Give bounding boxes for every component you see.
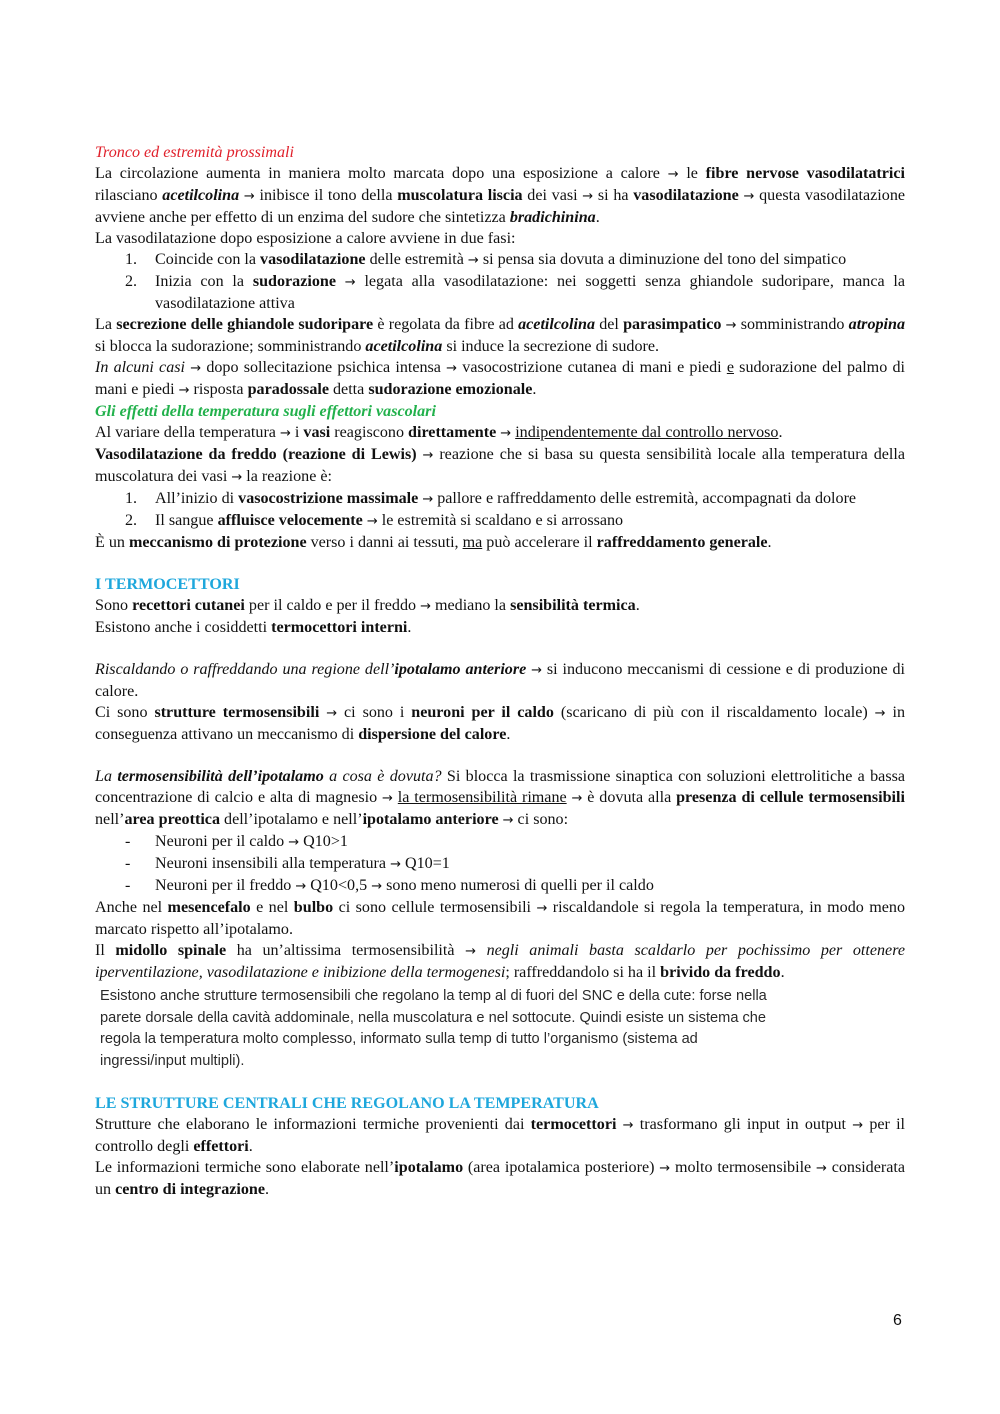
paragraph: Strutture che elaborano le informazioni termiche provenienti dai termocettori → trasformano gli input in output → per il controllo degli effettori. bbox=[95, 1116, 906, 1155]
note-line: ingressi/input multipli). bbox=[100, 1052, 245, 1069]
arrow-right-icon: → bbox=[446, 361, 458, 376]
list-number: 2. bbox=[125, 273, 138, 290]
text-run: bulbo bbox=[293, 899, 334, 916]
arrow-right-icon: → bbox=[279, 426, 291, 441]
list-item: 1. Coincide con la vasodilatazione delle estremità → si pensa sia dovuta a diminuzione del tono del simpatico bbox=[125, 251, 847, 268]
text-run: la termosensibilità rimane bbox=[397, 789, 567, 806]
document-page bbox=[95, 142, 905, 1200]
text-run: termocettori bbox=[530, 1116, 617, 1133]
arrow-right-icon: → bbox=[852, 1118, 864, 1133]
text-run: fibre nervose vasodilatatrici bbox=[705, 165, 905, 182]
text-run: brivido da freddo bbox=[660, 964, 781, 981]
list-number: 1. bbox=[125, 251, 138, 268]
paragraph: Il midollo spinale ha un’altissima termosensibilità → negli animali basta scaldarlo per pochissimo per ottenere iperventilazione, vasodilatazione e inibizione della termogenesi; raffreddandolo si ha il brivido da freddo. bbox=[95, 942, 906, 981]
pasted-note-block bbox=[95, 986, 840, 1072]
arrow-right-icon: → bbox=[467, 253, 479, 268]
arrow-right-icon: → bbox=[178, 383, 190, 398]
list-item: 2. Il sangue affluisce velocemente → le estremità si scaldano e si arrossano bbox=[125, 512, 624, 529]
text-run: acetilcolina bbox=[518, 316, 595, 333]
arrow-right-icon: → bbox=[582, 189, 594, 204]
paragraph: La circolazione aumenta in maniera molto marcata dopo una esposizione a calore → le fibre nervose vasodilatatrici rilasciano acetilcolina → inibisce il tono della muscolatura liscia dei vasi → si ha vasodilatazione → questa vasodilatazione avviene anche per effetto di un enzima del sudore che sintetizza bradichinina. bbox=[95, 165, 906, 226]
arrow-right-icon: → bbox=[420, 599, 431, 614]
text-run: centro di integrazione bbox=[115, 1181, 266, 1198]
note-line: parete dorsale della cavità addominale, nella muscolatura e nel sottocute. Quindi esiste un sistema che bbox=[100, 1009, 767, 1026]
arrow-right-icon: → bbox=[536, 901, 548, 916]
page-number: 6 bbox=[893, 1312, 902, 1329]
arrow-right-icon: → bbox=[326, 706, 338, 721]
note-line: regola la temperatura molto complesso, informato sulla temp di tutto l’organismo (sistema ad bbox=[100, 1031, 698, 1047]
list-item: 2. Inizia con la sudorazione → legata alla vasodilatazione: nei soggetti senza ghiandole sudoripare, manca la vasodilatazione attiva bbox=[125, 273, 905, 312]
text-run: strutture termosensibili bbox=[154, 704, 320, 721]
dash-bullet-icon: - bbox=[125, 833, 131, 850]
arrow-right-icon: → bbox=[422, 492, 434, 507]
paragraph: Le informazioni termiche sono elaborate nell’ipotalamo (area ipotalamica posteriore) → molto termosensibile → considerata un centro di integrazione. bbox=[95, 1159, 905, 1198]
section-heading-effetti: Gli effetti della temperatura sugli effettori vascolari bbox=[95, 403, 436, 420]
paragraph: La termosensibilità dell’ipotalamo a cosa è dovuta? Si blocca la trasmissione sinaptica con soluzioni elettrolitiche a bassa concentrazione di calcio e alta di magnesio → la termosensibilità rimane → è dovuta alla presenza di cellule termosensibili nell’area preottica dell’ipotalamo e nell’ipotalamo anteriore → ci sono: bbox=[95, 768, 905, 828]
arrow-right-icon: → bbox=[502, 813, 514, 828]
numbered-list bbox=[95, 249, 905, 314]
arrow-right-icon: → bbox=[874, 706, 886, 721]
text-run: ma bbox=[462, 534, 483, 551]
text-run: meccanismo di protezione bbox=[128, 534, 307, 551]
text-run: vasocostrizione massimale bbox=[238, 490, 419, 507]
arrow-right-icon: → bbox=[243, 189, 255, 204]
paragraph: La secrezione delle ghiandole sudoripare è regolata da fibre ad acetilcolina del parasimpatico → somministrando atropina si blocca la sudorazione; somministrando acetilcolina si induce la secrezione di sudore. bbox=[95, 316, 906, 355]
arrow-right-icon: → bbox=[366, 514, 378, 529]
text-run: presenza di cellule termosensibili bbox=[676, 789, 905, 806]
paragraph: Anche nel mesencefalo e nel bulbo ci sono cellule termosensibili → riscaldandole si regola la temperatura, in modo meno marcato rispetto all’ipotalamo. bbox=[95, 899, 906, 938]
arrow-right-icon: → bbox=[382, 791, 393, 806]
paragraph: La vasodilatazione dopo esposizione a calore avviene in due fasi: bbox=[95, 230, 516, 247]
paragraph: Esistono anche i cosiddetti termocettori interni. bbox=[95, 619, 412, 636]
text-run: a cosa è dovuta? bbox=[323, 768, 442, 785]
arrow-right-icon: → bbox=[667, 167, 679, 182]
arrow-right-icon: → bbox=[190, 361, 202, 376]
text-run: negli animali basta scaldarlo per pochissimo per ottenere iperventilazione, vasodilatazione e inibizione della termogenesi bbox=[95, 942, 906, 981]
text-run: atropina bbox=[848, 316, 906, 333]
list-item: - Neuroni insensibili alla temperatura → Q10=1 bbox=[125, 855, 450, 872]
arrow-right-icon: → bbox=[725, 318, 737, 333]
text-run: effettori bbox=[193, 1138, 249, 1155]
paragraph: Riscaldando o raffreddando una regione dell’ipotalamo anteriore → si inducono meccanismi di cessione e di produzione di calore. bbox=[95, 661, 905, 700]
text-run: ipotalamo anteriore bbox=[394, 661, 527, 678]
arrow-right-icon: → bbox=[500, 426, 512, 441]
dash-bullet-icon: - bbox=[125, 855, 131, 872]
text-run: parasimpatico bbox=[623, 316, 722, 333]
paragraph: Sono recettori cutanei per il caldo e per il freddo → mediano la sensibilità termica. bbox=[95, 597, 640, 614]
text-run: direttamente bbox=[408, 424, 497, 441]
arrow-right-icon: → bbox=[422, 448, 434, 463]
text-run: muscolatura liscia bbox=[397, 187, 523, 204]
text-run: ipotalamo anteriore bbox=[362, 811, 499, 828]
text-run: vasodilatazione bbox=[633, 187, 739, 204]
text-run: recettori cutanei bbox=[132, 597, 245, 614]
text-run: mesencefalo bbox=[167, 899, 251, 916]
text-run: raffreddamento generale bbox=[596, 534, 768, 551]
arrow-right-icon: → bbox=[571, 791, 583, 806]
list-number: 1. bbox=[125, 490, 138, 507]
numbered-list bbox=[95, 488, 905, 532]
paragraph: È un meccanismo di protezione verso i danni ai tessuti, ma può accelerare il raffreddamento generale. bbox=[95, 534, 772, 551]
arrow-right-icon: → bbox=[371, 879, 383, 894]
arrow-right-icon: → bbox=[659, 1161, 671, 1176]
arrow-right-icon: → bbox=[295, 879, 307, 894]
list-item: - Neuroni per il caldo → Q10>1 bbox=[125, 833, 348, 850]
arrow-right-icon: → bbox=[743, 189, 755, 204]
text-run: dispersione del calore bbox=[358, 726, 507, 743]
paragraph: Ci sono strutture termosensibili → ci sono i neuroni per il caldo (scaricano di più con il riscaldamento locale) → in conseguenza attivano un meccanismo di dispersione del calore. bbox=[95, 704, 905, 743]
note-line: Esistono anche strutture termosensibili che regolano la temp al di fuori del SNC e della cute: forse nella bbox=[100, 988, 767, 1004]
arrow-right-icon: → bbox=[531, 663, 543, 678]
text-run: sudorazione bbox=[252, 273, 336, 290]
arrow-right-icon: → bbox=[465, 944, 476, 959]
section-heading-termocettori: I TERMOCETTORI bbox=[95, 576, 240, 593]
text-run: midollo spinale bbox=[115, 942, 227, 959]
text-run: Vasodilatazione da freddo (reazione di Lewis) bbox=[95, 446, 417, 463]
arrow-right-icon: → bbox=[390, 857, 401, 872]
dash-list bbox=[95, 831, 905, 897]
arrow-right-icon: → bbox=[231, 470, 243, 485]
text-run: e bbox=[726, 359, 734, 376]
list-item: - Neuroni per il freddo → Q10<0,5 → sono meno numerosi di quelli per il caldo bbox=[125, 877, 654, 894]
text-run: sudorazione emozionale bbox=[368, 381, 533, 398]
paragraph: Vasodilatazione da freddo (reazione di Lewis) → reazione che si basa su questa sensibilità locale alla temperatura della muscolatura dei vasi → la reazione è: bbox=[95, 446, 905, 485]
arrow-right-icon: → bbox=[816, 1161, 827, 1176]
paragraph: Al variare della temperatura → i vasi reagiscono direttamente → indipendentemente dal controllo nervoso. bbox=[95, 424, 783, 441]
text-run: indipendentemente dal controllo nervoso bbox=[515, 424, 779, 441]
text-run: sensibilità termica bbox=[510, 597, 636, 614]
text-run: In alcuni casi bbox=[95, 359, 185, 376]
paragraph: In alcuni casi → dopo sollecitazione psichica intensa → vasocostrizione cutanea di mani e piedi e sudorazione del palmo di mani e piedi → risposta paradossale detta sudorazione emozionale. bbox=[95, 359, 905, 398]
arrow-right-icon: → bbox=[288, 835, 300, 850]
text-run: vasi bbox=[303, 424, 331, 441]
section-heading-strutture-centrali: LE STRUTTURE CENTRALI CHE REGOLANO LA TEMPERATURA bbox=[95, 1095, 599, 1112]
text-run: paradossale bbox=[247, 381, 329, 398]
arrow-right-icon: → bbox=[622, 1118, 634, 1133]
list-number: 2. bbox=[125, 512, 138, 529]
text-run: Riscaldando o raffreddando una regione dell’ bbox=[95, 661, 395, 678]
text-run: secrezione delle ghiandole sudoripare bbox=[116, 316, 374, 333]
text-run: acetilcolina bbox=[162, 187, 240, 204]
text-run: ipotalamo bbox=[394, 1159, 464, 1176]
list-item: 1. All’inizio di vasocostrizione massimale → pallore e raffreddamento delle estremità, accompagnati da dolore bbox=[125, 490, 857, 507]
text-run: termosensibilità dell’ipotalamo bbox=[117, 768, 324, 785]
text-run: area preottica bbox=[124, 811, 220, 828]
text-run: termocettori interni bbox=[271, 619, 408, 636]
text-run: vasodilatazione bbox=[260, 251, 366, 268]
text-run: affluisce velocemente bbox=[217, 512, 363, 529]
text-run: acetilcolina bbox=[365, 338, 443, 355]
dash-bullet-icon: - bbox=[125, 877, 131, 894]
section-heading-tronco: Tronco ed estremità prossimali bbox=[95, 144, 294, 161]
arrow-right-icon: → bbox=[344, 275, 356, 290]
text-run: neuroni per il caldo bbox=[411, 704, 554, 721]
text-run: La bbox=[95, 768, 118, 785]
text-run: bradichinina bbox=[509, 209, 596, 226]
